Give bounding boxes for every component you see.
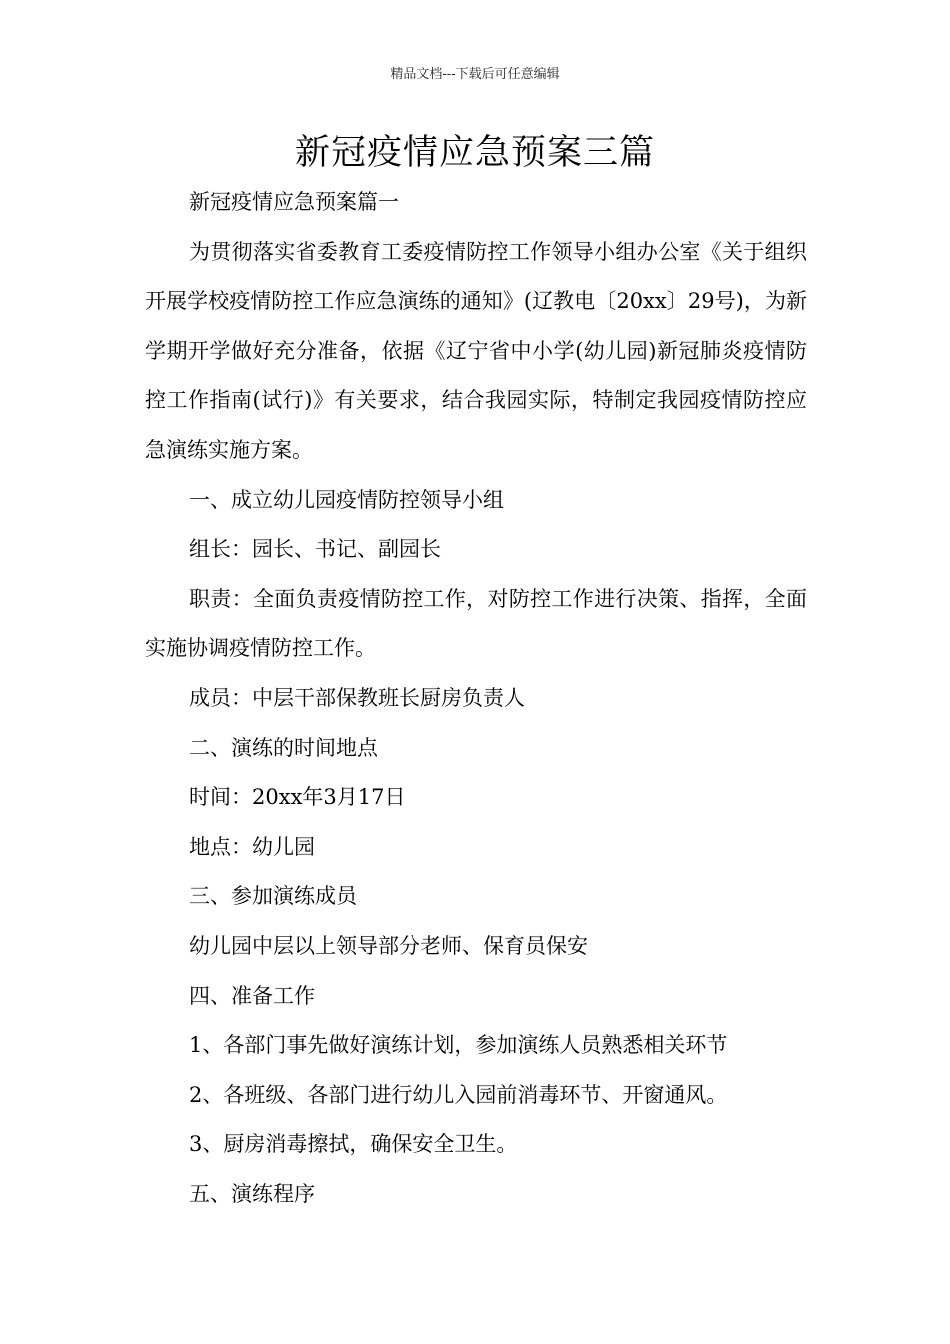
paragraph: 新冠疫情应急预案篇一 bbox=[189, 190, 399, 214]
header-note: 精品文档---下载后可任意编辑 bbox=[390, 67, 560, 82]
document-title: 新冠疫情应急预案三篇 bbox=[294, 133, 655, 173]
paragraph: 一、成立幼儿园疫情防控领导小组 bbox=[189, 487, 504, 512]
paragraph: 二、演练的时间地点 bbox=[189, 735, 378, 760]
paragraph: 地点：幼儿园 bbox=[189, 834, 315, 859]
paragraph: 3、厨房消毒擦拭，确保安全卫生。 bbox=[189, 1132, 518, 1157]
paragraph: 2、各班级、各部门进行幼儿入园前消毒环节、开窗通风。 bbox=[189, 1082, 728, 1107]
paragraph: 四、准备工作 bbox=[189, 983, 315, 1008]
paragraph: 为贯彻落实省委教育工委疫情防控工作领导小组办公室《关于组织开展学校疫情防控工作应急演练的通知》(辽教电〔20xx〕29号)，为新学期开学做好充分准备，依据《辽宁省中小学(幼儿园)新冠肺炎疫情防控工作指南(试行)》有关要求，结合我园实际，特制定我园疫情防控应急演练实施方案。 bbox=[145, 239, 807, 462]
paragraph: 职责：全面负责疫情防控工作，对防控工作进行决策、指挥，全面实施协调疫情防控工作。 bbox=[145, 586, 807, 661]
paragraph: 三、参加演练成员 bbox=[189, 884, 357, 909]
paragraph: 五、演练程序 bbox=[189, 1181, 315, 1206]
paragraph: 时间：20xx年3月17日 bbox=[189, 785, 406, 810]
document-body bbox=[145, 178, 807, 1219]
paragraph: 1、各部门事先做好演练计划，参加演练人员熟悉相关环节 bbox=[189, 1033, 728, 1058]
paragraph: 成员：中层干部保教班长厨房负责人 bbox=[189, 685, 525, 710]
paragraph: 组长：园长、书记、副园长 bbox=[189, 537, 441, 562]
paragraph: 幼儿园中层以上领导部分老师、保育员保安 bbox=[189, 933, 588, 958]
